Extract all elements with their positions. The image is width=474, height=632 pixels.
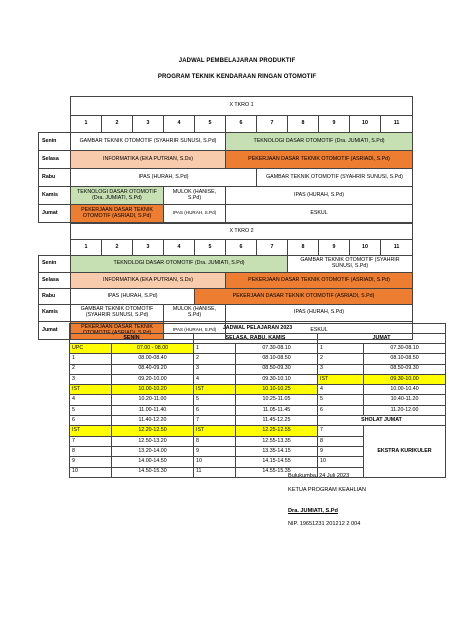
period-number: 2 [318, 354, 364, 364]
schedule-cell: TEKNOLOGI DASAR OTOMOTIF (Dra. JUMIATI, S.Pd) [71, 187, 164, 205]
slot-header: 5 [195, 240, 226, 256]
slot-header: 1 [71, 240, 102, 256]
schedule-cell: GAMBAR TEKNIK OTOMOTIF (SYAHRIR SUNUSI, S.Pd) [288, 256, 413, 273]
period-time: 12.55-13.35 [236, 436, 318, 446]
period-number: 7 [194, 416, 236, 426]
page-title: JADWAL PEMBELAJARAN PRODUKTIF [178, 58, 296, 64]
slot-header: 2 [102, 116, 133, 133]
senin-header: SENIN [70, 334, 194, 344]
period-time: 11.05-11.45 [236, 405, 318, 415]
period-time: 08.10-08.50 [364, 354, 446, 364]
period-time: 08.50-09.30 [364, 364, 446, 374]
schedule-cell: IPAS (HURAH, S.Pd) [164, 205, 226, 223]
schedule-cell: IPAS (HURAH, S.Pd) [71, 169, 257, 187]
period-time: 11.40-12.20 [112, 416, 194, 426]
schedule-cell: ESKUL [226, 205, 413, 223]
period-number: IST [194, 385, 236, 395]
period-time: 09.30-10.10 [236, 374, 318, 384]
period-time: 14.00-14.50 [112, 457, 194, 467]
period-time: 14.55-15.35 [236, 467, 318, 477]
slot-header: 11 [381, 116, 413, 133]
signatory-name: Dra. JUMIATI, S.Pd [288, 508, 338, 514]
jumat-header: JUMAT [318, 334, 446, 344]
period-number: 9 [318, 446, 364, 456]
period-time: 08.40-09.20 [112, 364, 194, 374]
period-time: 10.40-11.20 [364, 395, 446, 405]
slot-header: 10 [350, 240, 381, 256]
period-time: 07.30-08.10 [236, 344, 318, 354]
period-number: 7 [318, 426, 364, 436]
period-time: 10.20-11.00 [112, 395, 194, 405]
slot-header: 9 [319, 240, 350, 256]
period-number: 8 [318, 436, 364, 446]
period-time: 11.00-11.40 [112, 405, 194, 415]
period-number: 6 [318, 405, 364, 415]
period-number: 1 [70, 354, 112, 364]
period-time: 07.30-08.10 [364, 344, 446, 354]
slot-header: 5 [195, 116, 226, 133]
schedule-cell: GAMBAR TEKNIK OTOMOTIF (SYAHRIR SUNUSI, S.Pd) [71, 133, 226, 151]
place-date: Bulukumba, 24 Juli 2023 [288, 473, 350, 479]
signatory-nip: NIP. 19651231 201212 2 004 [288, 521, 361, 527]
period-time: 08.00-08.40 [112, 354, 194, 364]
class1-table [38, 96, 413, 223]
class2-name: X TKRO 2 [71, 224, 413, 240]
day-label: Senin [39, 133, 71, 151]
period-number: 10 [318, 457, 364, 467]
period-time: 09.30-10.00 [364, 374, 446, 384]
period-number: 10 [70, 467, 112, 477]
signatory-role: KETUA PROGRAM KEAHLIAN [288, 487, 367, 493]
period-number: 4 [194, 374, 236, 384]
period-time: 11.45-12.25 [236, 416, 318, 426]
day-label: Jumat [39, 322, 71, 340]
day-label: Senin [39, 256, 71, 273]
period-time: 10.00-10.20 [112, 385, 194, 395]
period-time: 10.00-10.40 [364, 385, 446, 395]
schedule-cell: PEKERJAAN DASAR TEKNIK OTOMOTIF (ASRIADI, S.Pd) [71, 322, 164, 340]
period-time: 12.25-12.55 [236, 426, 318, 436]
slot-header: 9 [319, 116, 350, 133]
period-number: UPC [70, 344, 112, 354]
slot-header: 8 [288, 240, 319, 256]
period-number: 11 [194, 467, 236, 477]
period-number: 7 [70, 436, 112, 446]
schedule-cell: PEKERJAAN DASAR TEKNIK OTOMOTIF (ASRIADI, S.Pd) [71, 205, 164, 223]
schedule-cell: TEKNOLOGI DASAR OTOMOTIF (Dra. JUMIATI, S.Pd) [71, 256, 288, 273]
slot-header: 10 [350, 116, 381, 133]
schedule-cell: INFORMATIKA (EKA PUTRIAN, S.Ds) [71, 273, 226, 289]
schedule-cell: IPAS (HURAH, S.Pd) [164, 322, 226, 340]
slot-header: 6 [226, 116, 257, 133]
period-time: 13.20-14.00 [112, 446, 194, 456]
day-label: Rabu [39, 289, 71, 305]
slot-header: 3 [133, 240, 164, 256]
slot-header: 7 [257, 116, 288, 133]
lesson-time-table [69, 323, 446, 478]
slot-header: 8 [288, 116, 319, 133]
slot-header: 3 [133, 116, 164, 133]
period-number: 1 [194, 344, 236, 354]
srk-header: SELASA, RABU, KAMIS [194, 334, 318, 344]
period-number: 2 [194, 354, 236, 364]
schedule-cell: MULOK (HANISE, S.Pd) [164, 305, 226, 322]
period-number: 9 [70, 457, 112, 467]
period-number: 9 [194, 446, 236, 456]
slot-header: 4 [164, 116, 195, 133]
period-time: 08.10-08.50 [236, 354, 318, 364]
period-number: 2 [70, 364, 112, 374]
period-number: 3 [194, 364, 236, 374]
day-label: Kamis [39, 305, 71, 322]
period-number: 8 [194, 436, 236, 446]
slot-header: 1 [71, 116, 102, 133]
period-number: 8 [70, 446, 112, 456]
period-number: 10 [194, 457, 236, 467]
period-time: 12.20-12.50 [112, 426, 194, 436]
period-time: 08.50-09.30 [236, 364, 318, 374]
period-number: 3 [318, 364, 364, 374]
ekstra-kurikuler-label: EKSTRA KURIKULER [364, 426, 446, 477]
period-number: 3 [70, 374, 112, 384]
period-time: 07.00 - 08.00 [112, 344, 194, 354]
period-number: 5 [70, 405, 112, 415]
period-time: 10.25-11.05 [236, 395, 318, 405]
schedule-cell: MULOK (HANISE, S.Pd) [164, 187, 226, 205]
period-time: 13.35-14.15 [236, 446, 318, 456]
period-time: 11.20-12.00 [364, 405, 446, 415]
slot-header: 6 [226, 240, 257, 256]
lesson-time-title: JADWAL PELAJARAN 2023 [70, 324, 446, 334]
schedule-cell: IPAS (HURAH, S.Pd) [226, 305, 413, 322]
period-time: 14.15-14.55 [236, 457, 318, 467]
schedule-cell: PEKERJAAN DASAR TEKNIK OTOMOTIF (ASRIADI, S.Pd) [226, 273, 413, 289]
sholat-jumat-label: SHOLAT JUMAT [318, 416, 446, 426]
period-number: 4 [70, 395, 112, 405]
period-time: 14.50-15.30 [112, 467, 194, 477]
period-number: 5 [318, 395, 364, 405]
day-label: Rabu [39, 169, 71, 187]
day-label: Selasa [39, 273, 71, 289]
period-time: 09.20-10.00 [112, 374, 194, 384]
day-label: Selasa [39, 151, 71, 169]
slot-header: 4 [164, 240, 195, 256]
schedule-cell: PEKERJAAN DASAR TEKNIK OTOMOTIF (ASRIADI, S.Pd) [226, 151, 413, 169]
day-label: Jumat [39, 205, 71, 223]
schedule-cell: INFORMATIKA (EKA PUTRIAN, S.Ds) [71, 151, 226, 169]
period-number: 1 [318, 344, 364, 354]
period-number: 6 [70, 416, 112, 426]
schedule-cell: ESKUL [226, 322, 413, 340]
period-number: 5 [194, 395, 236, 405]
slot-header: 11 [381, 240, 413, 256]
period-number: IST [318, 374, 364, 384]
period-time: 12.50-13.20 [112, 436, 194, 446]
period-time: 10.10-10.25 [236, 385, 318, 395]
period-number: IST [194, 426, 236, 436]
schedule-cell: GAMBAR TEKNIK OTOMOTIF (SYAHRIR SUNUSI, S.Pd) [257, 169, 413, 187]
schedule-cell: GAMBAR TEKNIK OTOMOTIF (SYAHRIR SUNUSI, S.Pd) [71, 305, 164, 322]
period-number: IST [70, 426, 112, 436]
slot-header: 7 [257, 240, 288, 256]
schedule-cell: IPAS (HURAH, S.Pd) [71, 289, 195, 305]
schedule-cell: TEKNOLOGI DASAR OTOMOTIF (Dra. JUMIATI, S.Pd) [226, 133, 413, 151]
schedule-cell: IPAS (HURAH, S.Pd) [226, 187, 413, 205]
period-number: IST [70, 385, 112, 395]
day-label: Kamis [39, 187, 71, 205]
class1-name: X TKRO 1 [71, 97, 413, 116]
period-number: 4 [318, 385, 364, 395]
schedule-cell: PEKERJAAN DASAR TEKNIK OTOMOTIF (ASRIADI, S.Pd) [195, 289, 413, 305]
slot-header: 2 [102, 240, 133, 256]
page-subtitle: PROGRAM TEKNIK KENDARAAN RINGAN OTOMOTIF [157, 74, 317, 80]
period-number: 6 [194, 405, 236, 415]
